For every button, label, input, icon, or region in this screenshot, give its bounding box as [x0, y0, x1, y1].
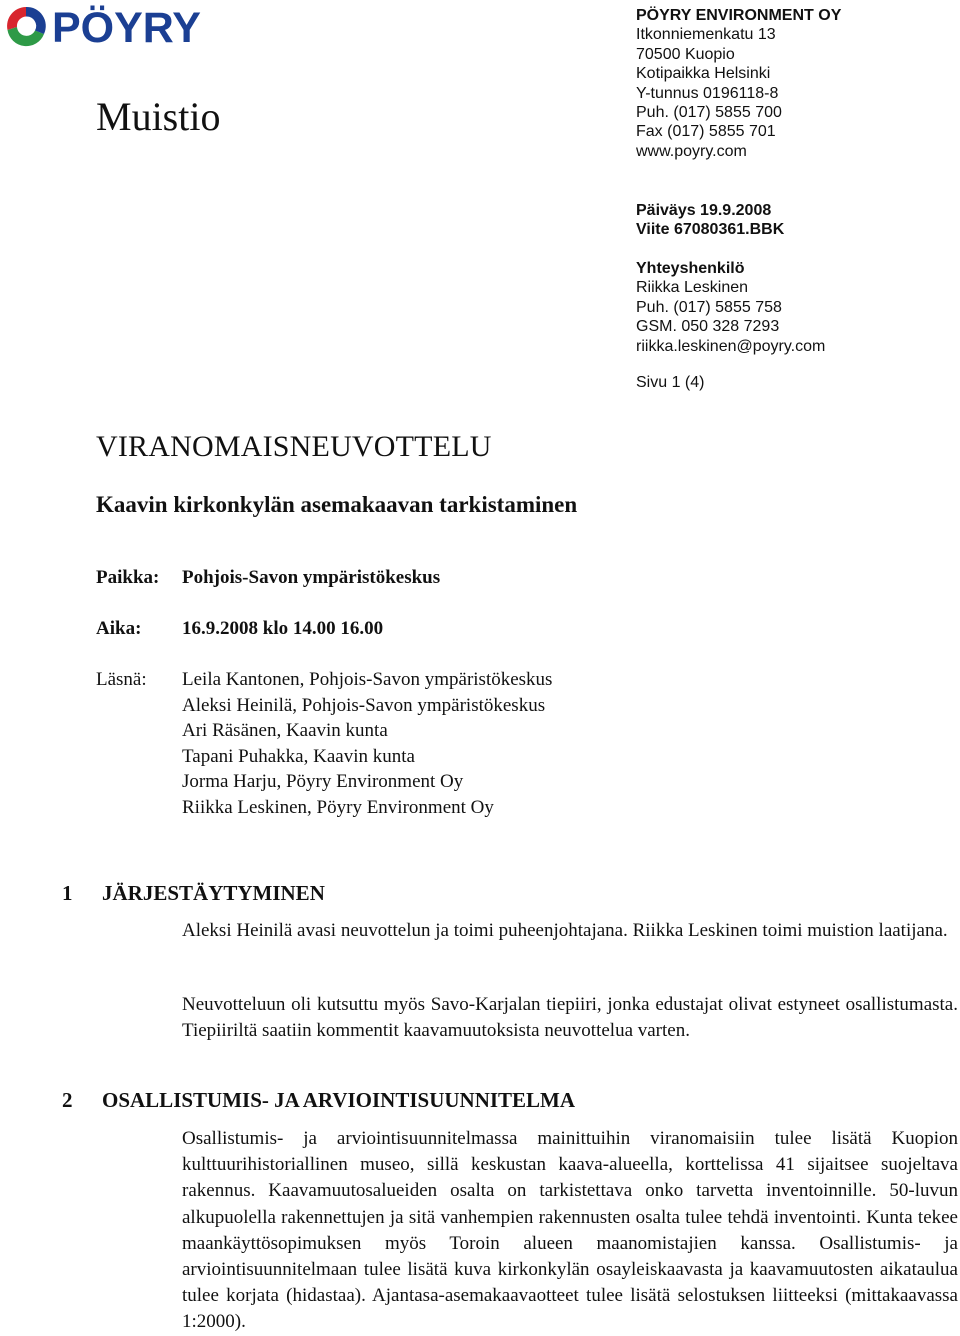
attendee: Leila Kantonen, Pohjois-Savon ympäristökeskus	[182, 669, 553, 690]
date-reference-block	[636, 201, 784, 240]
contact-gsm: GSM. 050 328 7293	[636, 318, 780, 336]
meeting-place-label: Paikka:	[96, 567, 160, 588]
attendee: Riikka Leskinen, Pöyry Environment Oy	[182, 796, 494, 818]
attendee: Jorma Harju, Pöyry Environment Oy	[182, 771, 464, 793]
company-domicile: Kotipaikka Helsinki	[636, 65, 771, 83]
page-number: Sivu 1 (4)	[636, 374, 705, 391]
attendee: Tapani Puhakka, Kaavin kunta	[182, 745, 415, 767]
contact-block	[636, 259, 825, 356]
document-subtitle: Kaavin kirkonkylän asemakaavan tarkistaminen	[96, 492, 578, 517]
company-info	[636, 6, 841, 161]
document-title: VIRANOMAISNEUVOTTELU	[96, 430, 492, 463]
contact-email: riikka.leskinen@poyry.com	[636, 337, 826, 355]
document-type: Muistio	[96, 94, 221, 139]
section-title: JÄRJESTÄYTYMINEN	[102, 881, 325, 905]
document-reference: Viite 67080361.BBK	[636, 221, 785, 239]
company-business-id: Y-tunnus 0196118-8	[636, 84, 779, 102]
logo-symbol	[7, 7, 46, 46]
meeting-time-label: Aika:	[96, 618, 142, 639]
section-paragraph: Neuvotteluun oli kutsuttu myös Savo-Karjalan tiepiiri, jonka edustajat olivat estyneet osallistumasta. Tiepiiriltä saatiin kommentit kaavamuutoksista neuvottelua varten.	[182, 994, 958, 1042]
contact-phone: Puh. (017) 5855 758	[636, 298, 782, 316]
company-fax: Fax (017) 5855 701	[636, 123, 776, 141]
attendees-list	[182, 667, 552, 821]
attendee: Aleksi Heinilä, Pohjois-Savon ympäristökeskus	[182, 694, 546, 716]
company-street: Itkonniemenkatu 13	[636, 26, 776, 44]
section-title: OSALLISTUMIS- JA ARVIOINTISUUNNITELMA	[102, 1088, 576, 1112]
company-postal: 70500 Kuopio	[636, 45, 735, 63]
document-date: Päiväys 19.9.2008	[636, 202, 772, 219]
meeting-time-value: 16.9.2008 klo 14.00 16.00	[182, 618, 384, 639]
logo-wordmark: PÖYRY	[52, 4, 201, 48]
poyry-logo-graphic	[4, 4, 249, 48]
company-phone: Puh. (017) 5855 700	[636, 104, 782, 122]
section-paragraph: Aleksi Heinilä avasi neuvottelun ja toimi puheenjohtajana. Riikka Leskinen toimi muistion laatijana.	[182, 920, 948, 941]
attendee: Ari Räsänen, Kaavin kunta	[182, 720, 388, 742]
contact-heading: Yhteyshenkilö	[636, 260, 745, 277]
contact-name: Riikka Leskinen	[636, 279, 749, 297]
section-paragraph: Osallistumis- ja arviointisuunnitelmassa mainittuihin viranomaisiin tulee lisätä Kuopion kulttuurihistoriallinen museo, sillä keskustan kaava-alueella, korttelissa 41 sijaitsee suojeltava rakennus. Kaavamuutosalueiden osalta on tarkistettava onko tarvetta inventoinnille. 50-luvun alkupuolella rakennettujen ja sitä vanhempien rakennusten osalta tulee tehdä inventointi. Kunta tekee maankäyttösopimuksen myös Toroin alueen maanomistajien kanssa. Osallistumis- ja arviointisuunnitelmaan tulee lisätä kuva kirkonkylän osayleiskaavasta ja kaavamuutosten aikataulua tulee korjata (hidastaa). Ajantasa-asemakaavaotteet tulee lisätä selostuksen liitteeksi (mittakaavassa 1:2000).	[182, 1128, 958, 1333]
company-web: www.poyry.com	[636, 142, 747, 160]
company-name: PÖYRY ENVIRONMENT OY	[636, 7, 842, 24]
section-number: 2	[62, 1088, 73, 1112]
attendees-label: Läsnä:	[96, 669, 147, 690]
meeting-place-value: Pohjois-Savon ympäristökeskus	[182, 567, 441, 588]
section-number: 1	[62, 881, 73, 905]
poyry-logo	[4, 4, 249, 48]
